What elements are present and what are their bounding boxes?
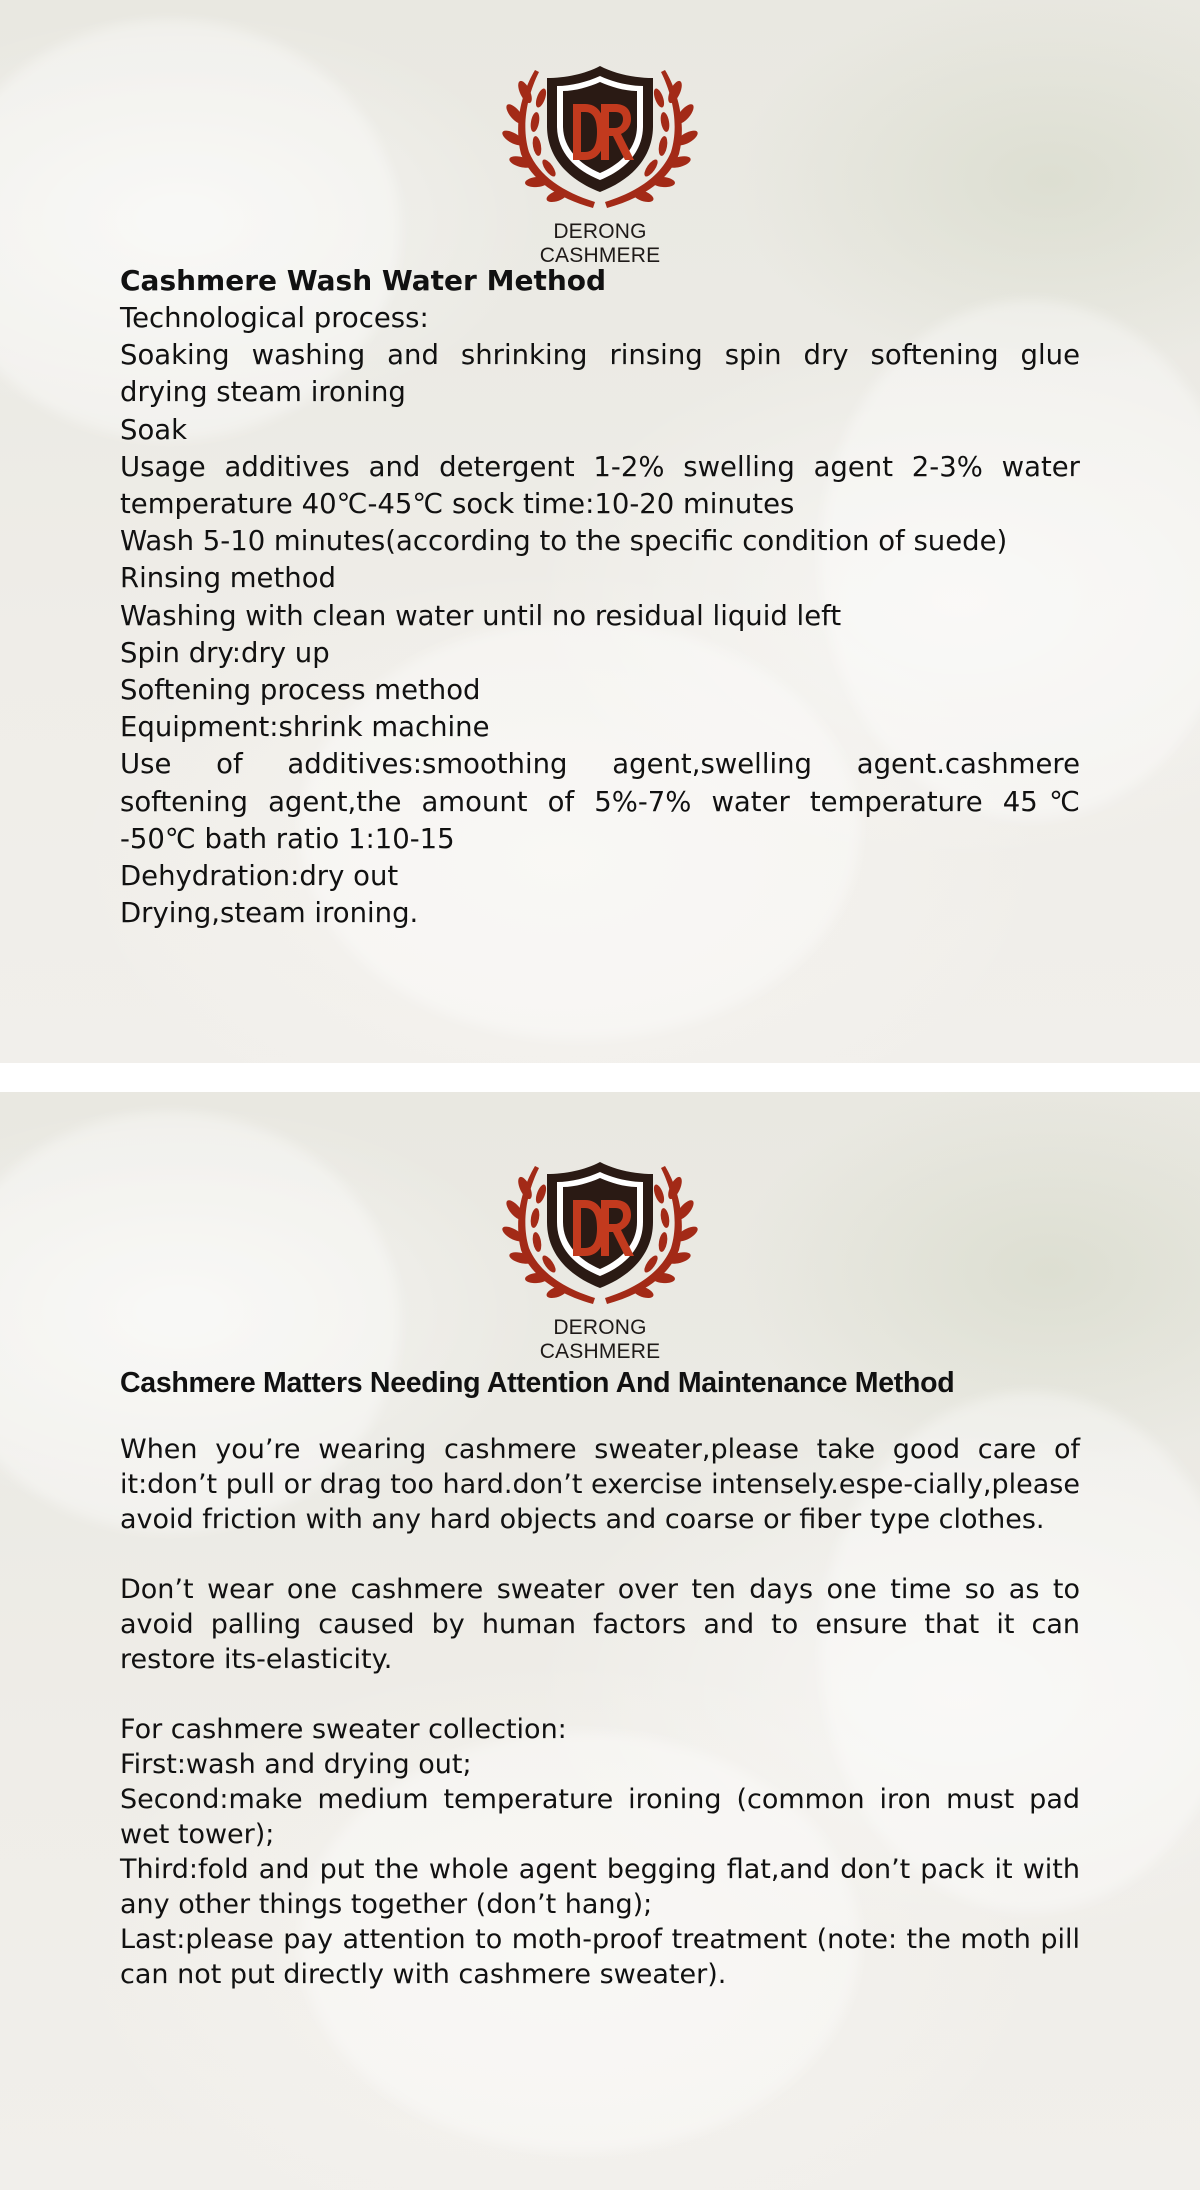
derong-shield-laurel-logo-icon: [495, 62, 705, 214]
text-line: Technological process:: [120, 302, 429, 334]
care-paragraph: When you’re wearing cashmere sweater,please take good care of it:don’t pull or drag too hard.don’t exercise intensely.espe-cially,please avoid friction with any hard objects and coarse or fiber type clothes.: [120, 1434, 1080, 1535]
text-line: Spin dry:dry up: [120, 636, 330, 669]
collection-step: Third:fold and put the whole agent begging flat,and don’t pack it with any other things together (don’t hang);: [120, 1854, 1080, 1920]
text-line: Soaking washing and shrinking rinsing spin dry softening glue: [120, 339, 1080, 372]
text-line: Drying,steam ironing.: [120, 897, 419, 930]
maintenance-content: [120, 1364, 1080, 1992]
wash-method-content: [120, 262, 1080, 932]
text-line: Equipment:shrink machine: [120, 711, 490, 744]
text-line: Soak: [120, 413, 188, 446]
text-line: Dehydration:dry out: [120, 860, 399, 893]
brand-logo: [490, 62, 710, 268]
collection-heading: For cashmere sweater collection:: [120, 1714, 567, 1745]
text-line: Wash 5-10 minutes(according to the specific condition of suede): [120, 525, 1008, 558]
text-line: drying steam ironing: [120, 376, 406, 409]
text-line: Usage additives and detergent 1-2% swelling agent 2-3% water: [120, 450, 1080, 483]
wash-method-panel: [0, 0, 1200, 1063]
brand-logo: [490, 1158, 710, 1364]
maintenance-title: Cashmere Matters Needing Attention And Maintenance Method: [120, 1367, 955, 1399]
collection-step: First:wash and drying out;: [120, 1749, 472, 1780]
text-line: temperature 40℃-45℃ sock time:10-20 minutes: [120, 488, 795, 521]
text-line: Rinsing method: [120, 562, 336, 595]
collection-step: Second:make medium temperature ironing (common iron must pad wet tower);: [120, 1784, 1080, 1850]
derong-shield-laurel-logo-icon: [495, 1158, 705, 1310]
text-line: Softening process method: [120, 674, 481, 707]
text-line: Washing with clean water until no residual liquid left: [120, 599, 842, 632]
maintenance-panel: [0, 1092, 1200, 2190]
brand-name: DERONG CASHMERE: [539, 220, 661, 267]
care-paragraph: Don’t wear one cashmere sweater over ten days one time so as to avoid palling caused by human factors and to ensure that it can restore its-elasticity.: [120, 1574, 1080, 1675]
collection-step: Last:please pay attention to moth-proof treatment (note: the moth pill can not put directly with cashmere sweater).: [120, 1924, 1080, 1990]
text-line: Use of additives:smoothing agent,swelling agent.cashmere: [120, 748, 1080, 781]
brand-name: DERONG CASHMERE: [539, 1316, 661, 1363]
text-line: softening agent,the amount of 5%-7% water temperature 45℃: [120, 785, 1080, 818]
text-line: -50℃ bath ratio 1:10-15: [120, 822, 455, 855]
wash-method-title: Cashmere Wash Water Method: [120, 264, 607, 297]
